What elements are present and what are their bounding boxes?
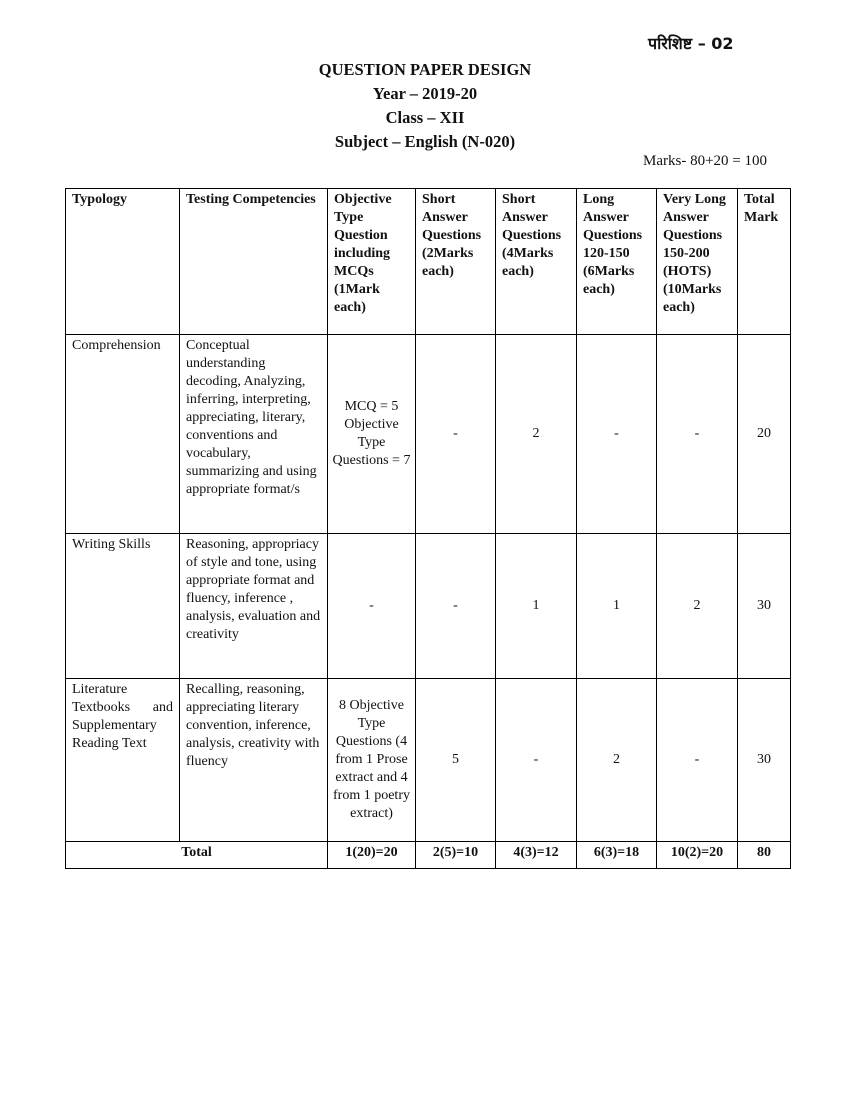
competencies-cell: Recalling, reasoning, appreciating literary convention, inference, analysis, creativity with fluency xyxy=(180,679,328,842)
total-short4: 4(3)=12 xyxy=(496,842,577,869)
table-row xyxy=(66,335,791,534)
long6-cell: 2 xyxy=(577,679,657,842)
competencies-cell: Conceptual understanding decoding, Analyzing, inferring, interpreting, appreciating, literary, conventions and vocabulary, summarizing and using appropriate format/s xyxy=(180,335,328,534)
vlong10-cell: - xyxy=(657,335,738,534)
short4-cell: - xyxy=(496,679,577,842)
vlong10-cell: - xyxy=(657,679,738,842)
total-objective: 1(20)=20 xyxy=(328,842,416,869)
row-total-cell: 20 xyxy=(738,335,791,534)
table-row xyxy=(66,679,791,842)
title-block xyxy=(0,58,850,154)
short4-cell: 1 xyxy=(496,534,577,679)
header-short-answer-2: Short Answer Questions (2Marks each) xyxy=(416,189,496,335)
competencies-cell: Reasoning, appropriacy of style and tone, using appropriate format and fluency, inference , analysis, evaluation and creativity xyxy=(180,534,328,679)
vlong10-cell: 2 xyxy=(657,534,738,679)
typology-cell: Comprehension xyxy=(66,335,180,534)
typology-cell: Writing Skills xyxy=(66,534,180,679)
header-short-answer-4: Short Answer Questions (4Marks each) xyxy=(496,189,577,335)
header-typology: Typology xyxy=(66,189,180,335)
row-total-cell: 30 xyxy=(738,534,791,679)
long6-cell: - xyxy=(577,335,657,534)
typology-cell: Literature Textbooks and Supplementary Reading Text xyxy=(66,679,180,842)
total-vlong10: 10(2)=20 xyxy=(657,842,738,869)
header-testing-competencies: Testing Competencies xyxy=(180,189,328,335)
subject-line: Subject – English (N-020) xyxy=(334,132,516,151)
objective-cell: 8 Objective Type Questions (4 from 1 Prose extract and 4 from 1 poetry extract) xyxy=(328,679,416,842)
row-total-cell: 30 xyxy=(738,679,791,842)
header-long-answer: Long Answer Questions 120-150 (6Marks each) xyxy=(577,189,657,335)
short4-cell: 2 xyxy=(496,335,577,534)
total-row xyxy=(66,842,791,869)
class-line: Class – XII xyxy=(385,108,465,127)
grand-total: 80 xyxy=(738,842,791,869)
objective-cell: MCQ = 5 Objective Type Questions = 7 xyxy=(328,335,416,534)
total-long6: 6(3)=18 xyxy=(577,842,657,869)
appendix-label: परिशिष्ट – 02 xyxy=(648,34,734,53)
short2-cell: - xyxy=(416,335,496,534)
short2-cell: 5 xyxy=(416,679,496,842)
header-objective-type: Objective Type Question including MCQs (1Mark each) xyxy=(328,189,416,335)
question-paper-design-table xyxy=(65,188,791,869)
marks-note: Marks- 80+20 = 100 xyxy=(643,153,767,169)
long6-cell: 1 xyxy=(577,534,657,679)
total-label: Total xyxy=(66,842,328,869)
total-short2: 2(5)=10 xyxy=(416,842,496,869)
header-very-long-answer: Very Long Answer Questions 150-200 (HOTS) (10Marks each) xyxy=(657,189,738,335)
header-total-mark: Total Mark xyxy=(738,189,791,335)
objective-cell: - xyxy=(328,534,416,679)
paper-title: QUESTION PAPER DESIGN xyxy=(318,60,532,79)
header-row xyxy=(66,189,791,335)
table-row xyxy=(66,534,791,679)
year-line: Year – 2019-20 xyxy=(372,84,478,103)
short2-cell: - xyxy=(416,534,496,679)
